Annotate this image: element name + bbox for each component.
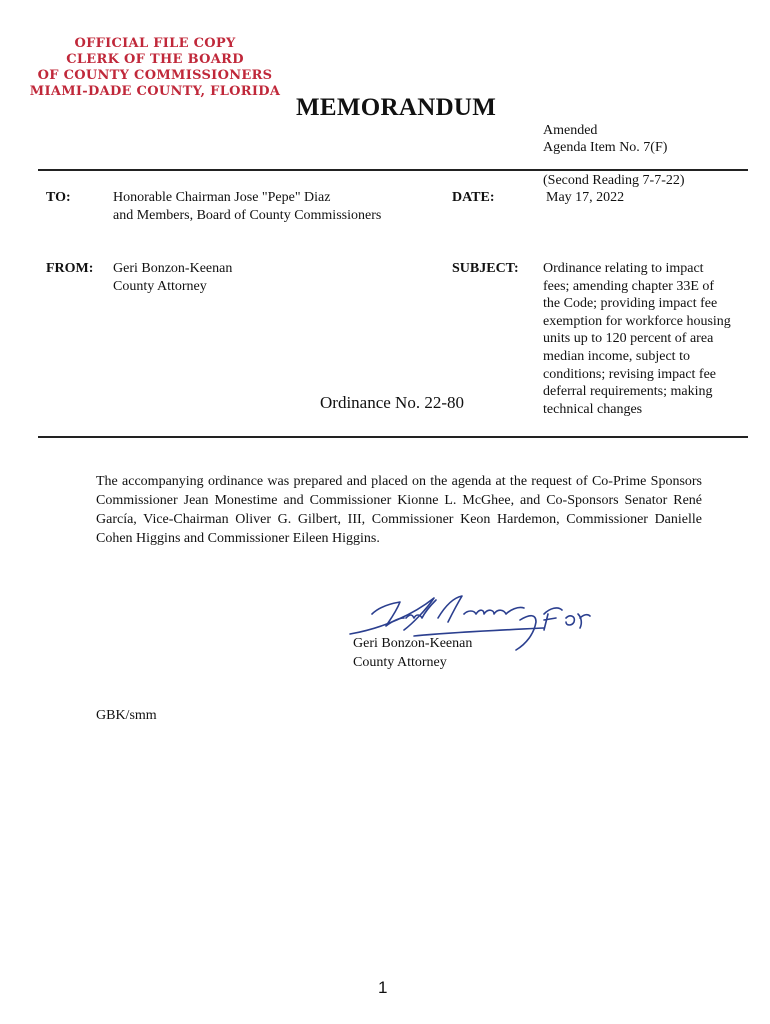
to-recipient-line: Honorable Chairman Jose "Pepe" Diaz [113, 190, 331, 205]
stamp-line: MIAMI-DADE COUNTY, FLORIDA [29, 84, 281, 99]
header-divider-top [38, 169, 748, 171]
page-number: 1 [378, 978, 388, 997]
from-sender [113, 260, 232, 295]
header-divider-bottom [38, 436, 748, 438]
second-reading-note: (Second Reading 7-7-22) [543, 173, 685, 188]
official-file-copy-stamp [0, 36, 310, 100]
subject-line: technical changes [543, 401, 643, 417]
subject-line: fees; amending chapter 33E of [543, 278, 715, 294]
from-label: FROM: [46, 261, 94, 276]
from-sender-name: Geri Bonzon-Keenan [113, 261, 233, 276]
subject-line: the Code; providing impact fee [543, 296, 718, 312]
stamp-line: CLERK OF THE BOARD [66, 52, 244, 67]
date-label: DATE: [452, 190, 495, 205]
subject-label: SUBJECT: [452, 261, 519, 276]
signature-block [353, 634, 472, 672]
signer-title: County Attorney [353, 655, 447, 670]
to-recipient-line: and Members, Board of County Commissioners [113, 207, 382, 223]
subject-line: deferral requirements; making [543, 384, 713, 400]
reference-initials: GBK/smm [96, 708, 157, 723]
amended-label: Amended [543, 123, 598, 138]
agenda-info [543, 122, 667, 156]
subject-line: median income, subject to [543, 348, 690, 364]
subject-line: exemption for workforce housing [543, 313, 731, 329]
subject-line: conditions; revising impact fee [543, 366, 717, 382]
from-sender-title: County Attorney [113, 278, 207, 294]
subject-line: units up to 120 percent of area [543, 331, 714, 347]
to-recipient [113, 189, 381, 224]
agenda-item-number: Agenda Item No. 7(F) [543, 140, 668, 155]
signer-name: Geri Bonzon-Keenan [353, 636, 473, 651]
memo-title: MEMORANDUM [296, 94, 497, 121]
memo-body: The accompanying ordinance was prepared and placed on the agenda at the request of Co-Prime Sponsors Commissioner Jean Monestime and Commissioner Kionne L. McGhee, and Co-Sponsors Senator René García, Vice-Chairman Oliver G. Gilbert, III, Commissioner Keon Hardemon, Commissioner Danielle Cohen Higgins and Commissioner Eileen Higgins. [96, 474, 702, 546]
stamp-line: OF COUNTY COMMISSIONERS [37, 68, 273, 83]
stamp-line: OFFICIAL FILE COPY [74, 36, 236, 51]
date-value: May 17, 2022 [546, 190, 625, 205]
to-label: TO: [46, 190, 71, 205]
ordinance-number: Ordinance No. 22-80 [320, 393, 464, 412]
subject-text [543, 260, 753, 418]
subject-line: Ordinance relating to impact [543, 261, 704, 276]
